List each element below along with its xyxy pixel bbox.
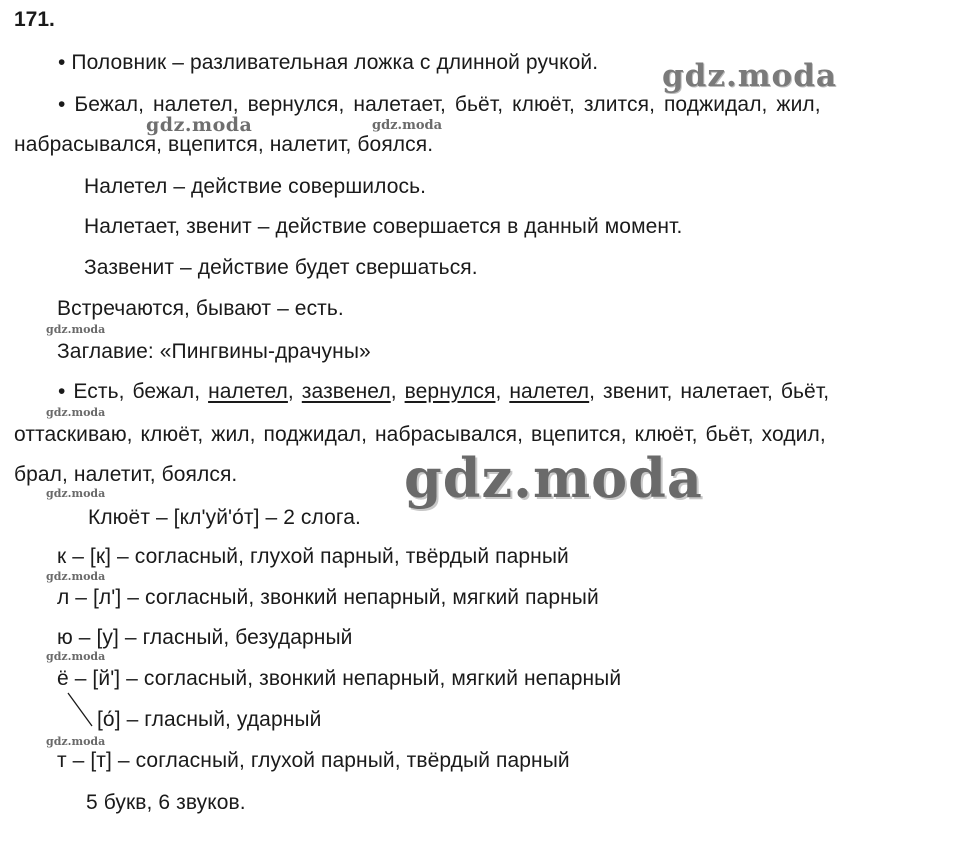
- watermark-logo: gdz.moda: [46, 570, 106, 583]
- text-segment: , звенит, налетает, бьёт,: [589, 380, 830, 403]
- text-segment: ,: [390, 380, 405, 403]
- exercise-number: 171.: [14, 8, 55, 31]
- text-line-15: ю – [у] – гласный, безударный: [57, 626, 353, 649]
- text-segment: • Есть, бежал,: [58, 380, 209, 403]
- text-line-5: Налетает, звенит – действие совершается в данный момент.: [84, 215, 683, 238]
- text-line-12: Клюёт – [кл'уй'о́т] – 2 слога.: [88, 506, 361, 529]
- watermark-logo: gdz.moda: [46, 406, 106, 419]
- text-line-19: 5 букв, 6 звуков.: [86, 791, 246, 814]
- text-line-18: т – [т] – согласный, глухой парный, твёрдый парный: [57, 749, 570, 772]
- watermark-logo: gdz.moda: [372, 118, 443, 133]
- watermark-logo: gdz.moda: [46, 650, 106, 663]
- text-line-3: набрасывался, вцепится, налетит, боялся.: [14, 133, 434, 156]
- watermark-logo: gdz.moda: [146, 114, 253, 136]
- watermark-logo: gdz.moda: [46, 323, 106, 336]
- text-line-4: Налетел – действие совершилось.: [84, 175, 427, 198]
- underlined-word: налетел: [509, 380, 590, 403]
- text-line-2: • Бежал, налетел, вернулся, налетает, бьёт, клюёт, злится, поджидал, жил,: [58, 93, 821, 116]
- watermark-logo: gdz.moda: [46, 735, 106, 748]
- watermark-logo: gdz.moda: [46, 487, 106, 500]
- text-line-17: [о́] – гласный, ударный: [97, 708, 322, 731]
- text-line-1: • Половник – разливательная ложка с длинной ручкой.: [58, 51, 599, 74]
- text-line-11: брал, налетит, боялся.: [14, 463, 238, 486]
- text-segment: ,: [287, 380, 302, 403]
- text-line-7: Встречаются, бывают – есть.: [57, 297, 344, 320]
- text-segment: ,: [495, 380, 510, 403]
- text-line-13: к – [к] – согласный, глухой парный, твёрдый парный: [57, 545, 569, 568]
- underlined-word: налетел: [208, 380, 288, 403]
- text-line-10: оттаскиваю, клюёт, жил, поджидал, набрасывался, вцепится, клюёт, бьёт, ходил,: [14, 423, 826, 446]
- underlined-word: зазвенел: [301, 380, 391, 403]
- text-line-6: Зазвенит – действие будет свершаться.: [84, 256, 478, 279]
- watermark-logo: gdz.moda: [404, 446, 703, 510]
- watermark-logo: gdz.moda: [662, 58, 837, 94]
- underlined-word: вернулся: [404, 380, 496, 403]
- text-line-14: л – [л'] – согласный, звонкий непарный, мягкий парный: [57, 586, 599, 609]
- text-line-16: ё – [й'] – согласный, звонкий непарный, мягкий непарный: [57, 667, 622, 690]
- text-line-8: Заглавие: «Пингвины-драчуны»: [57, 340, 371, 363]
